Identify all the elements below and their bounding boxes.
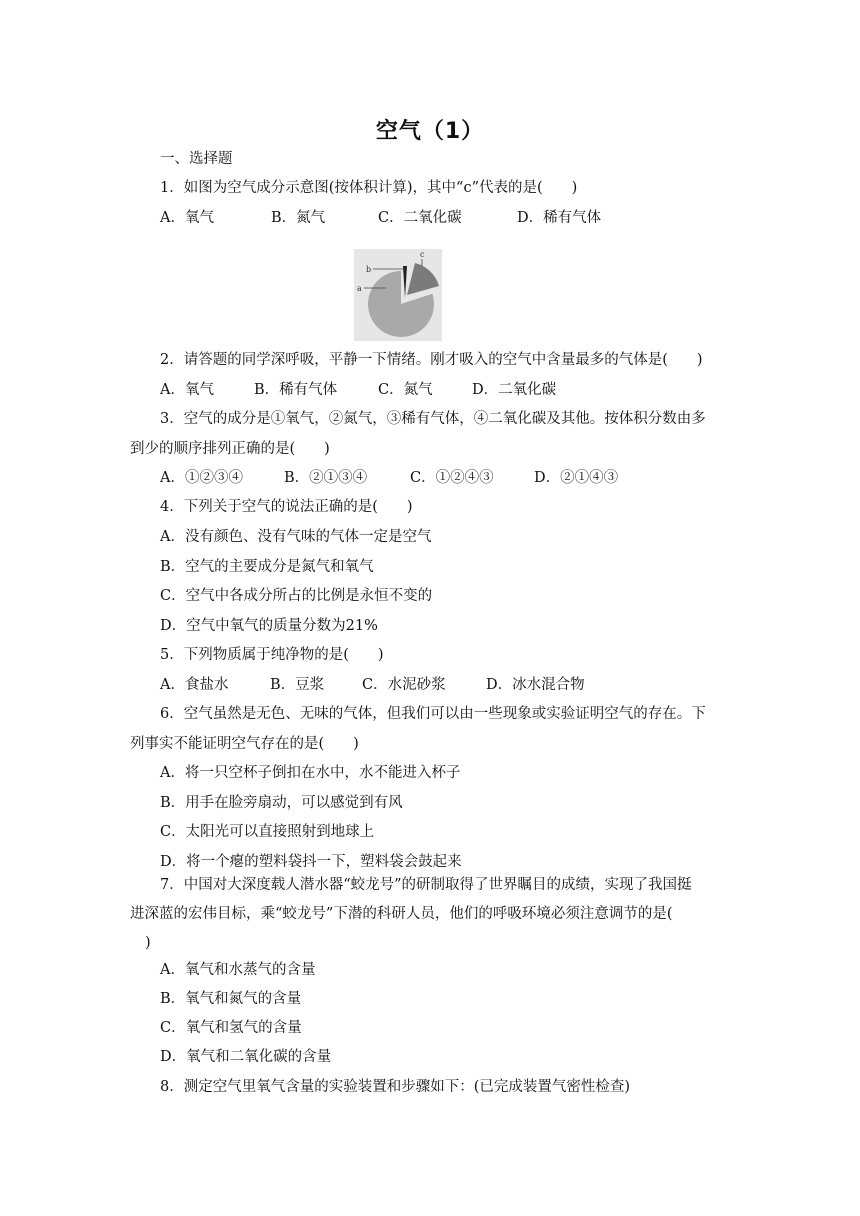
question-7-stem-line-1: 7．中国对大深度载人潜水器“蛟龙号”的研制取得了世界瞩目的成绩，实现了我国挺 (160, 877, 692, 893)
q2-option-d: D．二氧化碳 (472, 382, 557, 398)
question-1-stem: 1．如图为空气成分示意图(按体积计算)，其中“c”代表的是( ) (160, 180, 578, 196)
label-b: b (366, 265, 372, 274)
question-2-stem: 2．请答题的同学深呼吸，平静一下情绪。刚才吸入的空气中含量最多的气体是( ) (160, 352, 703, 368)
q1-option-b: B．氮气 (271, 210, 326, 226)
question-7-stem-line-2: 进深蓝的宏伟目标，乘“蛟龙号”下潜的科研人员，他们的呼吸环境必须注意调节的是( (130, 906, 673, 922)
q6-option-a: A．将一只空杯子倒扣在水中，水不能进入杯子 (160, 765, 461, 781)
question-3-options (160, 468, 760, 488)
q2-option-a: A．氧气 (160, 382, 214, 398)
q5-option-d: D．冰水混合物 (486, 677, 585, 693)
q4-option-a: A．没有颜色、没有气味的气体一定是空气 (160, 529, 432, 545)
label-a: a (357, 284, 362, 293)
q6-option-b: B．用手在脸旁扇动，可以感觉到有风 (160, 795, 403, 811)
question-6-stem-line-1: 6．空气虽然是无色、无味的气体，但我们可以由一些现象或实验证明空气的存在。下 (160, 706, 706, 722)
q7-option-a: A．氧气和水蒸气的含量 (160, 962, 316, 978)
q3-option-a: A．①②③④ (160, 470, 243, 486)
question-1-options (160, 208, 760, 228)
question-3-stem-line-2: 到少的顺序排列正确的是( ) (130, 441, 330, 457)
q4-option-b: B．空气的主要成分是氮气和氧气 (160, 559, 374, 575)
q4-option-c: C．空气中各成分所占的比例是永恒不变的 (160, 588, 433, 604)
q2-option-b: B．稀有气体 (254, 382, 338, 398)
q7-option-b: B．氧气和氮气的含量 (160, 991, 302, 1007)
q3-option-c: C．①②④③ (410, 470, 494, 486)
q5-option-a: A．食盐水 (160, 677, 229, 693)
label-c: c (420, 250, 425, 259)
q5-option-c: C．水泥砂浆 (362, 677, 446, 693)
question-8-stem: 8．测定空气里氧气含量的实验装置和步骤如下：(已完成装置气密性检查) (160, 1079, 631, 1095)
question-2-options (160, 380, 760, 400)
q1-option-a: A．氧气 (160, 210, 214, 226)
q4-option-d: D．空气中氧气的质量分数为21% (160, 618, 378, 634)
page-title: 空气（1） (375, 119, 485, 144)
q1-option-c: C．二氧化碳 (378, 210, 462, 226)
q2-option-c: C．氮气 (378, 382, 433, 398)
air-composition-pie-figure (346, 246, 444, 342)
q1-option-d: D．稀有气体 (517, 210, 602, 226)
question-4-stem: 4．下列关于空气的说法正确的是( ) (160, 499, 413, 515)
q7-option-d: D．氧气和二氧化碳的含量 (160, 1049, 332, 1065)
question-5-options (160, 675, 760, 695)
q3-option-d: D．②①④③ (534, 470, 619, 486)
question-7-stem-line-3: ) (145, 935, 151, 951)
question-5-stem: 5．下列物质属于纯净物的是( ) (160, 647, 384, 663)
q6-option-c: C．太阳光可以直接照射到地球上 (160, 824, 375, 840)
q3-option-b: B．②①③④ (284, 470, 368, 486)
q6-option-d: D．将一个瘪的塑料袋抖一下，塑料袋会鼓起来 (160, 854, 462, 870)
q5-option-b: B．豆浆 (270, 677, 325, 693)
question-6-stem-line-2: 列事实不能证明空气存在的是( ) (130, 736, 359, 752)
question-3-stem-line-1: 3．空气的成分是①氧气，②氮气，③稀有气体，④二氧化碳及其他。按体积分数由多 (160, 411, 706, 427)
q7-option-c: C．氧气和氢气的含量 (160, 1020, 302, 1036)
section-heading: 一、选择题 (160, 151, 233, 167)
